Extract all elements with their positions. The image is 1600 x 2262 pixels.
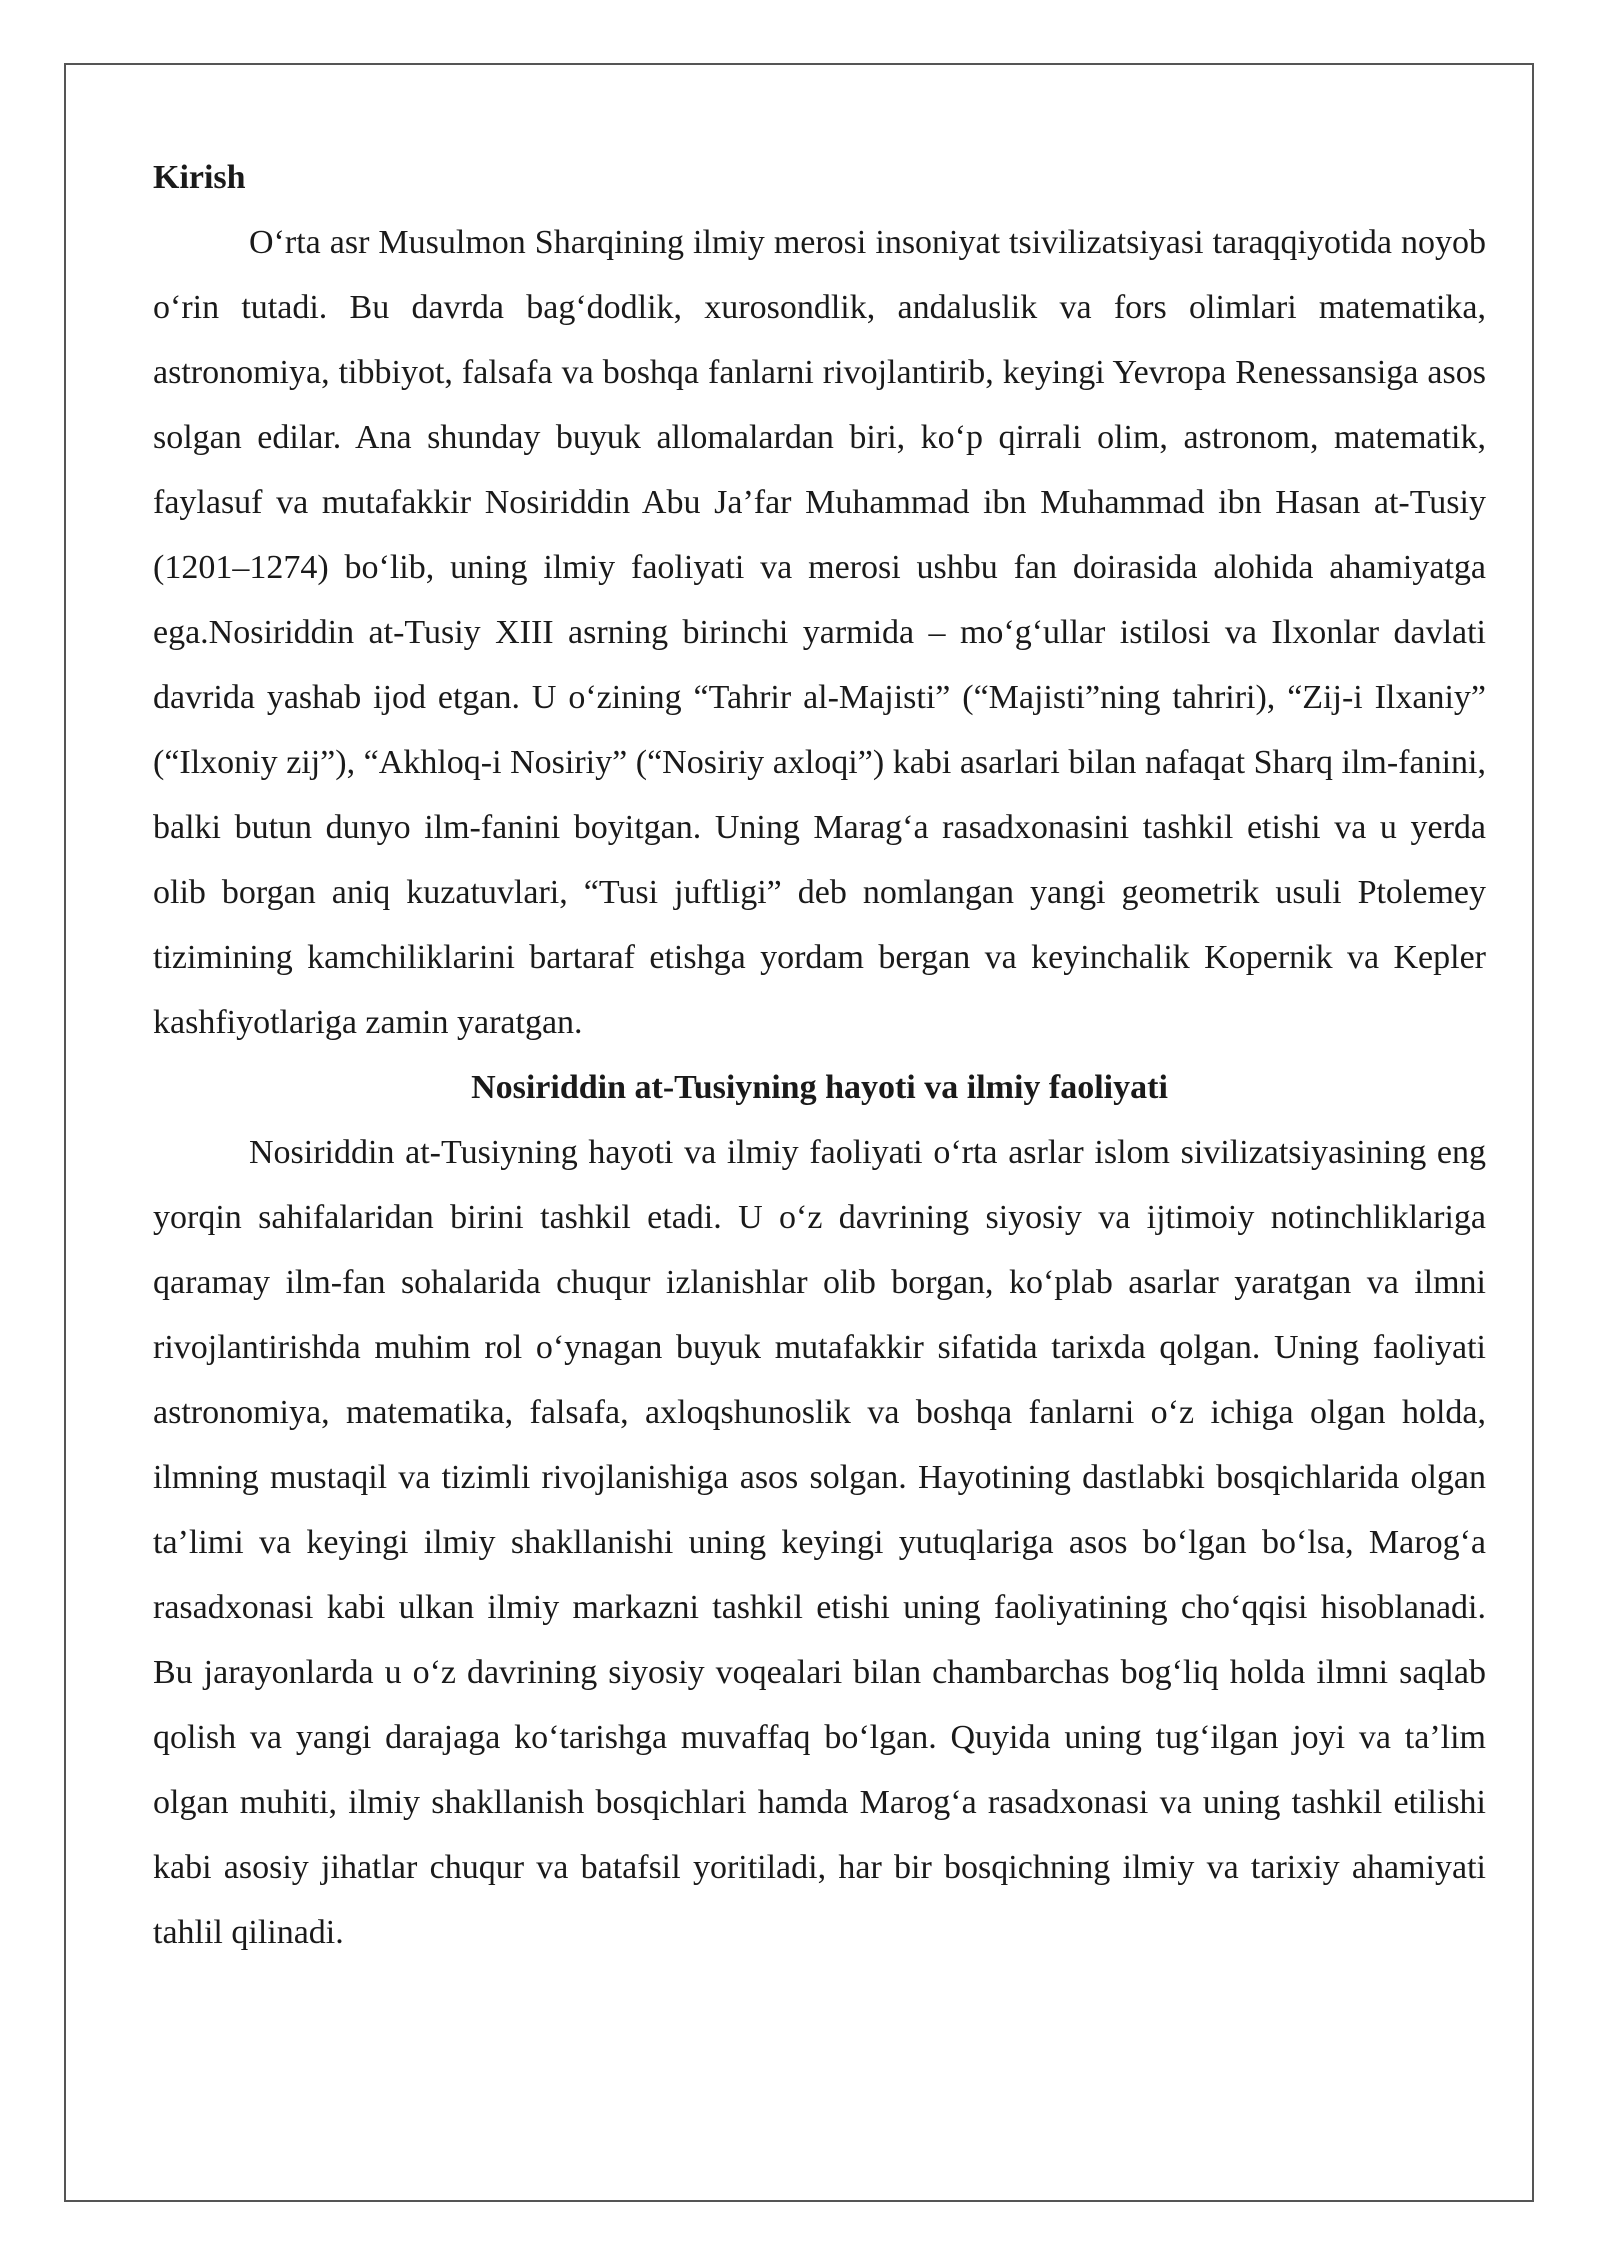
section-paragraph: Nosiriddin at-Tusiyning hayoti va ilmiy faoliyati o‘rta asrlar islom sivilizatsiyasining eng yorqin sahifalaridan birini tashkil etadi. U o‘z davrining siyosiy va ijtimoiy notinchliklariga qaramay ilm-fan sohalarida chuqur izlanishlar olib borgan, ko‘plab asarlar yaratgan va ilmni rivojlantirishda muhim rol o‘ynagan buyuk mutafakkir sifatida tarixda qolgan. Uning faoliyati astronomiya, matematika, falsafa, axloqshunoslik va boshqa fanlarni o‘z ichiga olgan holda, ilmning mustaqil va tizimli rivojlanishiga asos solgan. Hayotining dastlabki bosqichlarida olgan ta’limi va keyingi ilmiy shakllanishi uning keyingi yutuqlariga asos bo‘lgan bo‘lsa, Marog‘a rasadxonasi kabi ulkan ilmiy markazni tashkil etishi uning faoliyatining cho‘qqisi hisoblanadi. Bu jarayonlarda u o‘z davrining siyosiy voqealari bilan chambarchas bog‘liq holda ilmni saqlab qolish va yangi darajaga ko‘tarishga muvaffaq bo‘lgan. Quyida uning tug‘ilgan joyi va ta’lim olgan muhiti, ilmiy shakllanish bosqichlari hamda Marog‘a rasadxonasi va uning tashkil etilishi kabi asosiy jihatlar chuqur va batafsil yoritiladi, har bir bosqichning ilmiy va tarixiy ahamiyati tahlil qilinadi. <box>153 1134 1486 1951</box>
section-heading: Nosiriddin at-Tusiyning hayoti va ilmiy faoliyati <box>471 1069 1168 1106</box>
document-body <box>153 145 1486 1965</box>
intro-heading: Kirish <box>153 159 246 196</box>
intro-paragraph: O‘rta asr Musulmon Sharqining ilmiy merosi insoniyat tsivilizatsiyasi taraqqiyotida noyob o‘rin tutadi. Bu davrda bag‘dodlik, xurosondlik, andaluslik va fors olimlari matematika, astronomiya, tibbiyot, falsafa va boshqa fanlarni rivojlantirib, keyingi Yevropa Renessansiga asos solgan edilar. Ana shunday buyuk allomalardan biri, ko‘p qirrali olim, astronom, matematik, faylasuf va mutafakkir Nosiriddin Abu Ja’far Muhammad ibn Muhammad ibn Hasan at-Tusiy (1201–1274) bo‘lib, uning ilmiy faoliyati va merosi ushbu fan doirasida alohida ahamiyatga ega.Nosiriddin at-Tusiy XIII asrning birinchi yarmida – mo‘g‘ullar istilosi va Ilxonlar davlati davrida yashab ijod etgan. U o‘zining “Tahrir al-Majisti” (“Majisti”ning tahriri), “Zij-i Ilxaniy” (“Ilxoniy zij”), “Akhloq-i Nosiriy” (“Nosiriy axloqi”) kabi asarlari bilan nafaqat Sharq ilm-fanini, balki butun dunyo ilm-fanini boyitgan. Uning Marag‘a rasadxonasini tashkil etishi va u yerda olib borgan aniq kuzatuvlari, “Tusi juftligi” deb nomlangan yangi geometrik usuli Ptolemey tizimining kamchiliklarini bartaraf etishga yordam bergan va keyinchalik Kopernik va Kepler kashfiyotlariga zamin yaratgan. <box>153 224 1486 1041</box>
